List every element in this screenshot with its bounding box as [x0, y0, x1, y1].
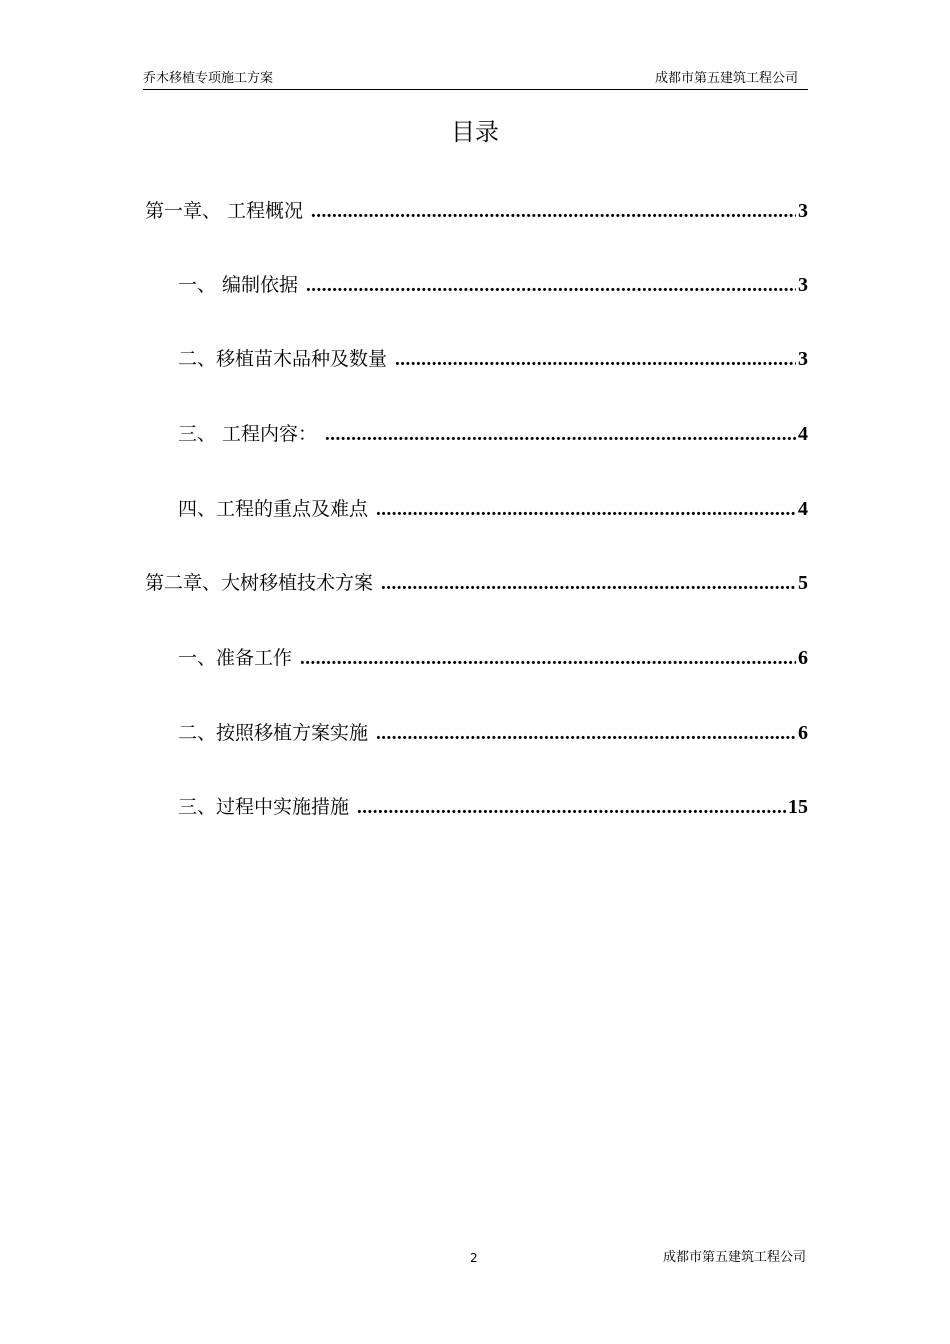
toc-entry-label: 一、 编制依据 — [178, 274, 299, 296]
toc-entry-label: 三、过程中实施措施 — [178, 796, 350, 818]
toc-entry-2-1[interactable] — [178, 644, 808, 672]
toc-entry-label: 第二章、大树移植技术方案 — [145, 572, 374, 594]
toc-leader-dots — [376, 496, 796, 524]
toc-entry-chapter-2[interactable] — [145, 569, 808, 597]
toc-leader-dots — [311, 198, 796, 226]
toc-leader-dots — [357, 794, 786, 822]
toc-entry-label: 三、 工程内容： — [178, 423, 318, 445]
toc-leader-dots — [395, 346, 796, 374]
toc-entry-page: 6 — [798, 647, 808, 669]
page-footer — [0, 1249, 950, 1269]
toc-entry-page: 3 — [798, 200, 808, 222]
toc-leader-dots — [381, 570, 796, 598]
toc-entry-page: 3 — [798, 348, 808, 370]
toc-entry-1-2[interactable] — [178, 345, 808, 373]
header-document-title: 乔木移植专项施工方案 — [143, 71, 274, 86]
toc-entry-page: 4 — [798, 423, 808, 445]
toc-entry-1-1[interactable] — [178, 271, 808, 299]
toc-entry-page: 15 — [788, 796, 808, 818]
toc-heading: 目录 — [451, 118, 499, 146]
toc-entry-page: 5 — [798, 572, 808, 594]
toc-entry-2-3[interactable] — [178, 793, 808, 821]
toc-entry-label: 第一章、 工程概况 — [145, 200, 304, 222]
toc-entry-page: 3 — [798, 274, 808, 296]
toc-entry-label: 四、工程的重点及难点 — [178, 498, 369, 520]
toc-leader-dots — [325, 421, 796, 449]
page-header — [143, 70, 808, 90]
toc-entry-label: 一、准备工作 — [178, 647, 293, 669]
toc-entry-page: 6 — [798, 722, 808, 744]
toc-entry-label: 二、按照移植方案实施 — [178, 722, 369, 744]
toc-entry-2-2[interactable] — [178, 719, 808, 747]
toc-leader-dots — [306, 272, 796, 300]
toc-entry-page: 4 — [798, 498, 808, 520]
toc-entry-chapter-1[interactable] — [145, 197, 808, 225]
footer-page-number: 2 — [470, 1251, 478, 1265]
toc-leader-dots — [300, 645, 796, 673]
toc-entry-1-3[interactable] — [178, 420, 808, 448]
toc-entry-label: 二、移植苗木品种及数量 — [178, 348, 388, 370]
header-company-name: 成都市第五建筑工程公司 — [654, 71, 798, 86]
toc-leader-dots — [376, 720, 796, 748]
footer-company-name: 成都市第五建筑工程公司 — [662, 1250, 806, 1265]
toc-entry-1-4[interactable] — [178, 495, 808, 523]
